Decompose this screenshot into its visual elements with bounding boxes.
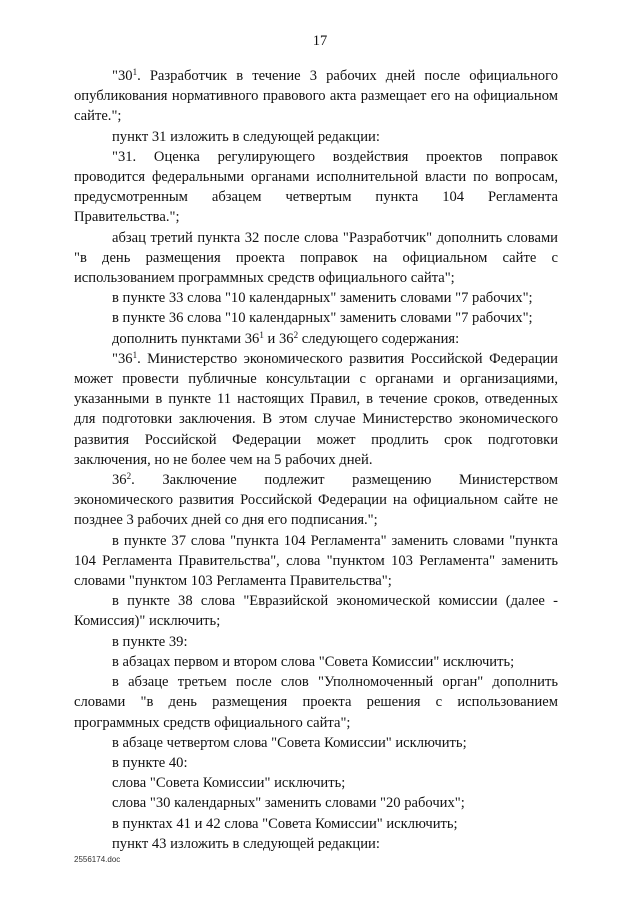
paragraph-item-41-42: в пунктах 41 и 42 слова "Совета Комиссии" исключить; bbox=[112, 815, 458, 832]
document-body bbox=[74, 66, 558, 854]
paragraph-item-39-a3: в абзаце третьем после слов "Уполномоченный орган" дополнить словами "в день размещения проекта решения с использованием программных средств официального сайта"; bbox=[74, 674, 558, 731]
paragraph-36-1: "$36^1$. Министерство экономического развития Российской Федерации может провести публичные консультации с органами и организациями, указанными в пункте 11 настоящих Правил, в течение сроков, отведенных для подготовки заключения. В этом случае Министерство экономического развития Российской Федерации может продлить срок подготовки заключения, но не более чем на 5 рабочих дней. bbox=[74, 349, 558, 468]
paragraph-item-40-b: слова "30 календарных" заменить словами "20 рабочих"; bbox=[112, 795, 465, 812]
paragraph-add-items: дополнить пунктами $36^1$ и $36^2$ следующего содержания: bbox=[112, 329, 460, 347]
paragraph-item-38: в пункте 38 слова "Евразийской экономической комиссии (далее - Комиссия)" исключить; bbox=[74, 593, 558, 630]
paragraph-item-39: в пункте 39: bbox=[112, 633, 188, 650]
document-filename-footer: 2556174.doc bbox=[74, 855, 121, 864]
paragraph-item-32: абзац третий пункта 32 после слова "Разработчик" дополнить словами "в день размещения проекта поправок на официальном сайте с использованием программных средств официального сайта"; bbox=[74, 229, 558, 287]
paragraph-item-39-a1: в абзацах первом и втором слова "Совета Комиссии" исключить; bbox=[112, 653, 515, 670]
paragraph-item-40: в пункте 40: bbox=[112, 754, 188, 771]
paragraph-item-43: пункт 43 изложить в следующей редакции: bbox=[112, 835, 380, 852]
paragraph-item-39-a4: в абзаце четвертом слова "Совета Комиссии" исключить; bbox=[112, 734, 467, 751]
paragraph-item-37: в пункте 37 слова "пункта 104 Регламента" заменить словами "пункта 104 Регламента Правительства", слова "пунктом 103 Регламента" заменить словами "пунктом 103 Регламента Правительства"; bbox=[74, 532, 558, 590]
paragraph-31-text: "31. Оценка регулирующего воздействия проектов поправок проводится федеральными органами исполнительной власти по вопросам, предусмотренным абзацем четвертым пункта 104 Регламента Правительства."; bbox=[74, 148, 558, 226]
paragraph-item-33: в пункте 33 слова "10 календарных" заменить словами "7 рабочих"; bbox=[112, 290, 533, 307]
page-number: 17 bbox=[312, 33, 328, 49]
paragraph-item-31-instruction: пункт 31 изложить в следующей редакции: bbox=[112, 128, 380, 145]
paragraph-36-2: $36^2$. Заключение подлежит размещению Министерством экономического развития Российской Федерации на официальном сайте не позднее 3 рабочих дней со дня его подписания."; bbox=[74, 471, 558, 529]
paragraph-item-36: в пункте 36 слова "10 календарных" заменить словами "7 рабочих"; bbox=[112, 310, 533, 327]
paragraph-item-40-a: слова "Совета Комиссии" исключить; bbox=[112, 775, 346, 792]
paragraph-30-1: "$30^1$. Разработчик в течение 3 рабочих дней после официального опубликования нормативного правового акта размещает его на официальном сайте."; bbox=[74, 67, 558, 125]
